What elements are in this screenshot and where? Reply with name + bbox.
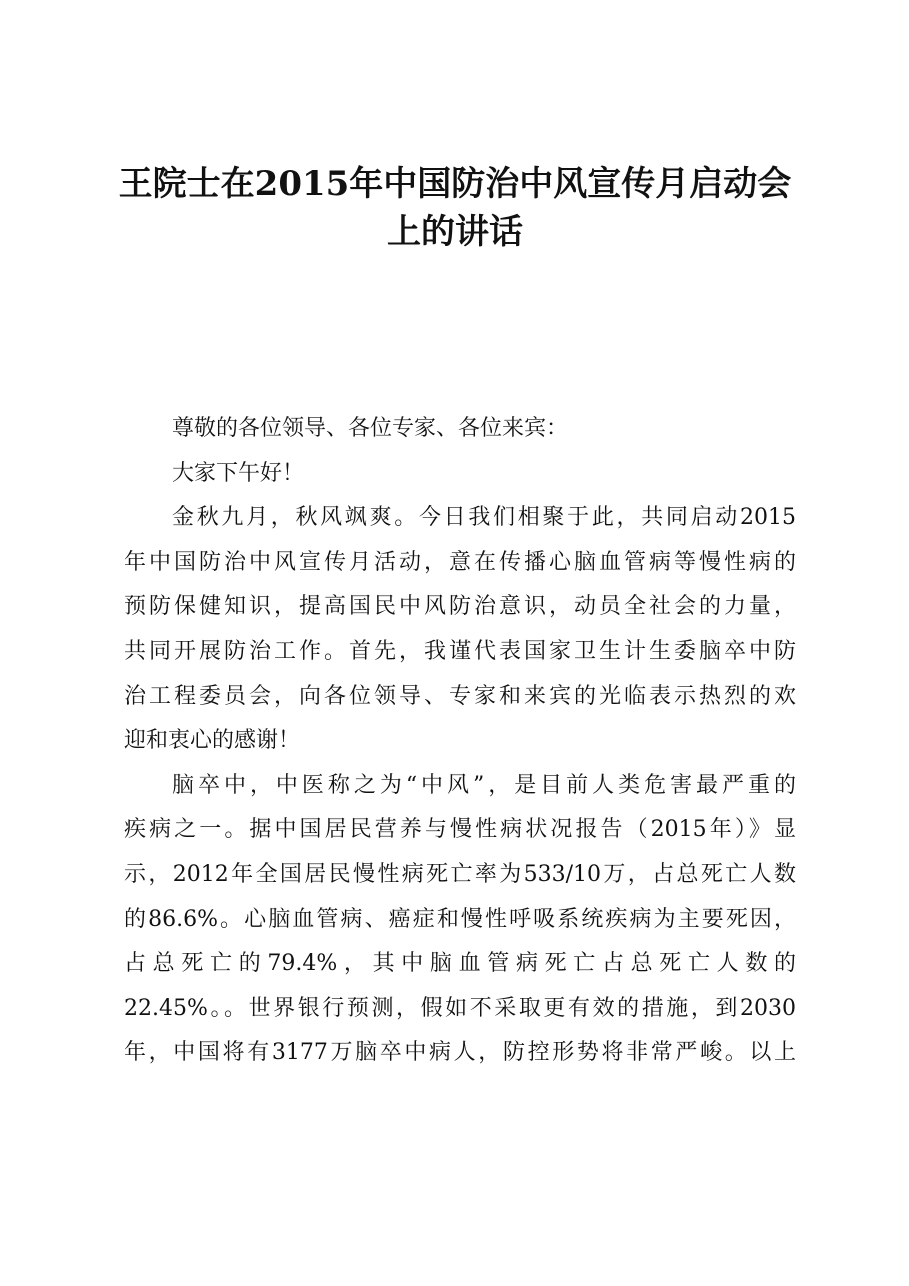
- greeting-line: 大家下午好！: [172, 460, 305, 486]
- paragraph-line: 迎和衷心的感谢！: [124, 728, 301, 754]
- paragraph-line: 年中国防治中风宣传月活动，意在传播心脑血管病等慢性病的: [124, 549, 796, 575]
- paragraph-line: 占总死亡的79.4%，其中脑血管病死亡占总死亡人数的: [124, 951, 796, 977]
- paragraph-line: 的86.6%。心脑血管病、癌症和慢性呼吸系统疾病为主要死因，: [124, 906, 796, 932]
- paragraph-line: 预防保健知识，提高国民中风防治意识，动员全社会的力量，: [124, 594, 796, 620]
- title-line-1: 王院士在2015年中国防治中风宣传月启动会: [118, 164, 792, 204]
- paragraph-line: 金秋九月，秋风飒爽。今日我们相聚于此，共同启动2015: [172, 505, 796, 531]
- paragraph-line: 22.45%。。世界银行预测，假如不采取更有效的措施，到2030: [124, 995, 796, 1021]
- speech-body: [124, 407, 796, 1076]
- paragraph-line: 疾病之一。据中国居民营养与慢性病状况报告（2015年）》显: [124, 817, 796, 843]
- paragraph-line: 治工程委员会，向各位领导、专家和来宾的光临表示热烈的欢: [124, 683, 796, 709]
- document-title: [100, 160, 810, 256]
- paragraph-line: 脑卒中，中医称之为“中风”，是目前人类危害最严重的: [172, 772, 796, 798]
- paragraph-line: 共同开展防治工作。首先，我谨代表国家卫生计生委脑卒中防: [124, 638, 796, 664]
- salutation-line: 尊敬的各位领导、各位专家、各位来宾：: [172, 416, 569, 441]
- paragraph-line: 年，中国将有3177万脑卒中病人，防控形势将非常严峻。以上: [124, 1040, 796, 1066]
- title-line-2: 上的讲话: [387, 212, 523, 252]
- paragraph-line: 示，2012年全国居民慢性病死亡率为533/10万，占总死亡人数: [124, 861, 796, 887]
